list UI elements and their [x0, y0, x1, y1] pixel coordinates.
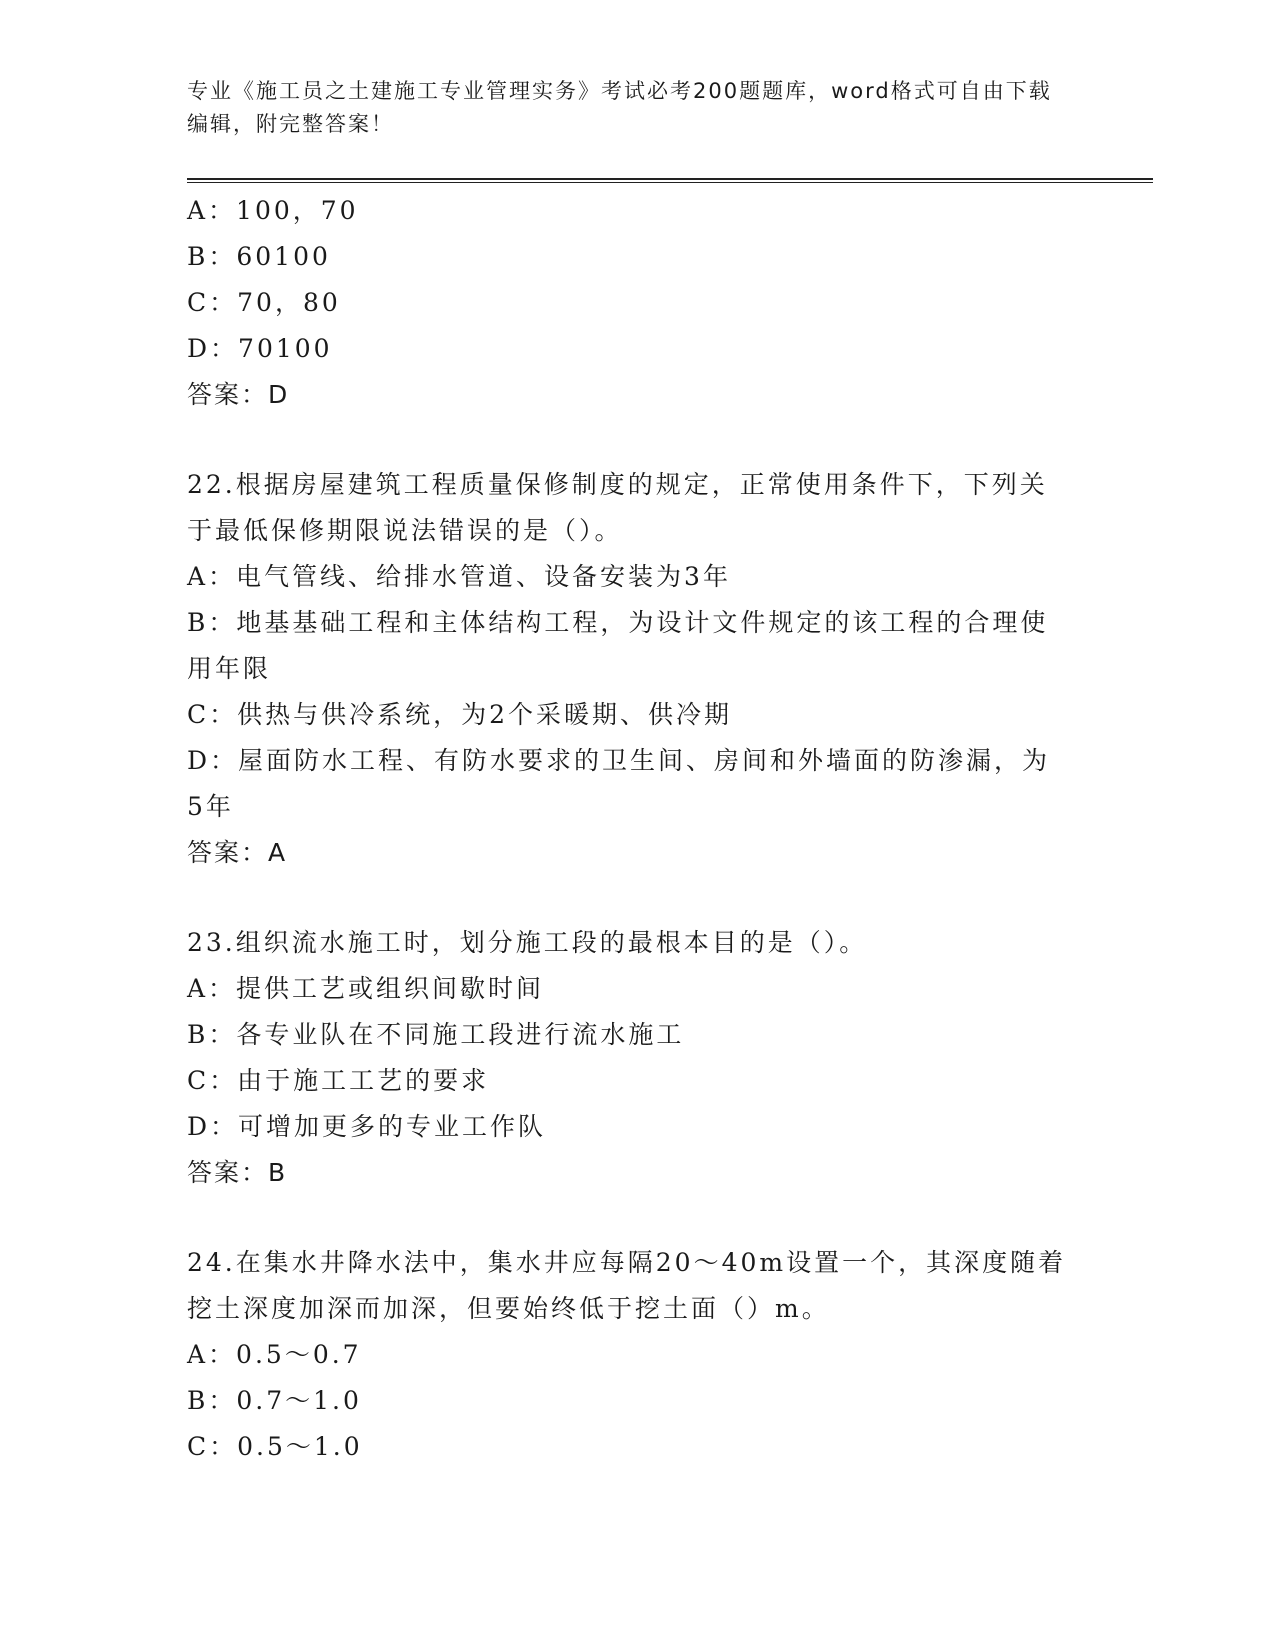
option-b: B：地基基础工程和主体结构工程，为设计文件规定的该工程的合理使用年限 — [187, 608, 1049, 683]
option-c: C：0.5～1.0 — [187, 1432, 363, 1461]
option-c: C：70，80 — [187, 288, 341, 317]
answer: 答案：D — [187, 380, 290, 409]
question-stem: 23.组织流水施工时，划分施工段的最根本目的是（）。 — [187, 928, 868, 957]
option-a: A：0.5～0.7 — [187, 1340, 362, 1369]
header-rule-thin — [187, 182, 1153, 183]
answer: 答案：A — [187, 838, 288, 867]
option-b: B：60100 — [187, 242, 331, 271]
option-c: C：供热与供冷系统，为2个采暖期、供冷期 — [187, 700, 733, 729]
question-21 — [187, 188, 1067, 418]
question-stem: 22.根据房屋建筑工程质量保修制度的规定，正常使用条件下，下列关于最低保修期限说法错误的是（）。 — [187, 470, 1048, 545]
question-23 — [187, 920, 1067, 1196]
question-stem: 24.在集水井降水法中，集水井应每隔20～40m设置一个，其深度随着挖土深度加深而加深，但要始终低于挖土面（）m。 — [187, 1248, 1067, 1323]
option-a: A：电气管线、给排水管道、设备安装为3年 — [187, 562, 731, 591]
option-b: B：0.7～1.0 — [187, 1386, 362, 1415]
question-24 — [187, 1240, 1067, 1470]
option-d: D：屋面防水工程、有防水要求的卫生间、房间和外墙面的防渗漏，为5年 — [187, 746, 1051, 821]
question-22 — [187, 462, 1067, 876]
option-b: B：各专业队在不同施工段进行流水施工 — [187, 1020, 685, 1049]
question-list — [187, 188, 1067, 1470]
document-page — [187, 0, 1087, 1650]
header-rule-thick — [187, 178, 1153, 180]
option-d: D：可增加更多的专业工作队 — [187, 1112, 547, 1141]
document-header: 专业《施工员之土建施工专业管理实务》考试必考200题题库，word格式可自由下载编辑，附完整答案！ — [187, 79, 1052, 136]
option-d: D：70100 — [187, 334, 333, 363]
option-a: A：提供工艺或组织间歇时间 — [187, 974, 545, 1003]
answer: 答案：B — [187, 1158, 288, 1187]
option-c: C：由于施工工艺的要求 — [187, 1066, 490, 1095]
option-a: A：100，70 — [187, 196, 359, 225]
